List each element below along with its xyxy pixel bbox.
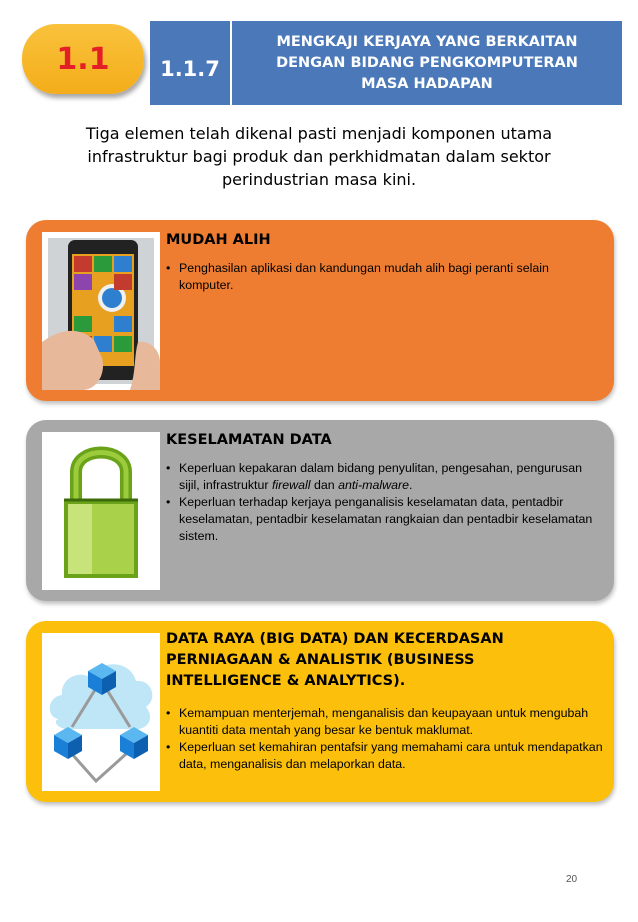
page-number: 20 [566, 874, 578, 885]
title-box [232, 21, 622, 105]
list-item: • Keperluan set kemahiran pentafsir yang memahami cara untuk mendapatkan data, menganalisis dan melaporkan data. [166, 739, 606, 773]
list-item: • Kemampuan menterjemah, menganalisis dan keupayaan untuk mengubah kuantiti data mentah yang besar ke bentuk maklumat. [166, 705, 606, 739]
chapter-badge [22, 24, 144, 94]
section-number: 1.1.7 [160, 57, 220, 81]
intro-paragraph: Tiga elemen telah dikenal pasti menjadi komponen utama infrastruktur bagi produk dan perkhidmatan dalam sektor perindustrian masa kini. [85, 124, 553, 189]
card-big-data [26, 621, 614, 802]
card-data-security [26, 420, 614, 601]
bullet-list [166, 460, 606, 545]
list-item: • Keperluan kepakaran dalam bidang penyulitan, pengesahan, pengurusan sijil, infrastruktur firewall dan anti-malware. [166, 460, 606, 494]
chapter-number: 1.1 [56, 41, 110, 77]
list-item: • Penghasilan aplikasi dan kandungan mudah alih bagi peranti selain komputer. [166, 260, 606, 294]
section-title: MENGKAJI KERJAYA YANG BERKAITAN DENGAN BIDANG PENGKOMPUTERAN MASA HADAPAN [276, 33, 578, 92]
card-title: MUDAH ALIH [166, 232, 271, 248]
bullet-list [166, 260, 606, 294]
bullet-list [166, 705, 606, 773]
card-title: KESELAMATAN DATA [166, 432, 332, 448]
list-item: • Keperluan terhadap kerjaya penganalisis keselamatan data, pentadbir keselamatan, pentadbir keselamatan rangkaian dan pentadbir keselamatan sistem. [166, 494, 606, 545]
card-title: DATA RAYA (BIG DATA) DAN KECERDASAN PERNIAGAAN & ANALISTIK (BUSINESS INTELLIGENCE & ANALYTICS). [166, 631, 504, 689]
section-box [150, 21, 230, 105]
data-cloud-network-icon [42, 633, 160, 791]
smartphone-hand-icon [42, 232, 160, 390]
security-lock-icon [42, 432, 160, 590]
card-mobile [26, 220, 614, 401]
